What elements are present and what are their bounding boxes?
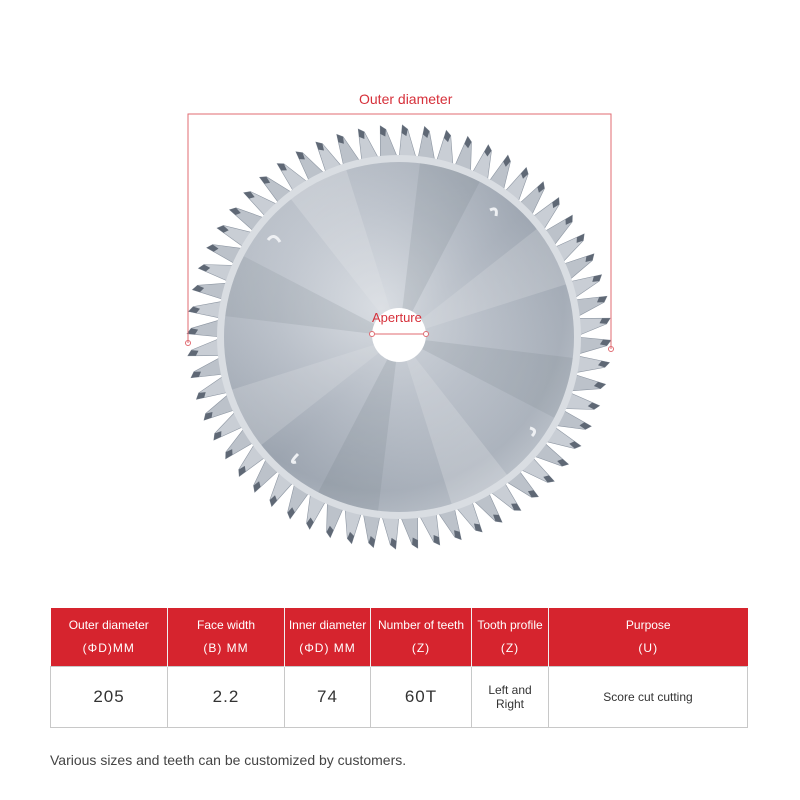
header-purpose: Purpose (U)	[549, 608, 748, 667]
carbide-tip	[454, 530, 461, 539]
blade-tooth	[576, 337, 611, 355]
cell-purpose: Score cut cutting	[549, 667, 748, 728]
cell-inner-diameter: 74	[285, 667, 371, 728]
header-number-of-teeth: Number of teeth (Z)	[371, 608, 472, 667]
cell-outer-diameter: 205	[51, 667, 168, 728]
cell-face-width: 2.2	[168, 667, 285, 728]
carbide-tip	[337, 134, 344, 143]
carbide-tip	[592, 275, 601, 282]
cell-number-of-teeth: 60T	[371, 667, 472, 728]
header-inner-diameter: Inner diameter (ΦD) MM	[285, 608, 371, 667]
blade-tooth	[187, 319, 222, 337]
carbide-tip	[214, 431, 222, 440]
carbide-tip	[296, 152, 305, 160]
spec-table	[50, 608, 748, 728]
header-outer-diameter: Outer diameter (ΦD)MM	[51, 608, 168, 667]
header-face-width: Face width (B) MM	[168, 608, 285, 667]
aperture-label: Aperture	[372, 310, 422, 325]
customization-note: Various sizes and teeth can be customized by customers.	[50, 752, 407, 768]
table-row	[51, 667, 748, 728]
carbide-tip	[493, 515, 502, 523]
header-tooth-profile: Tooth profile (Z)	[472, 608, 549, 667]
blade-tooth	[399, 125, 417, 160]
outer-diameter-label: Outer diameter	[359, 91, 453, 107]
spec-table-header-row	[51, 608, 748, 667]
blade-tooth	[381, 514, 399, 549]
carbide-tip	[196, 392, 205, 399]
carbide-tip	[577, 234, 585, 243]
cell-tooth-profile: Left and Right	[472, 667, 549, 728]
